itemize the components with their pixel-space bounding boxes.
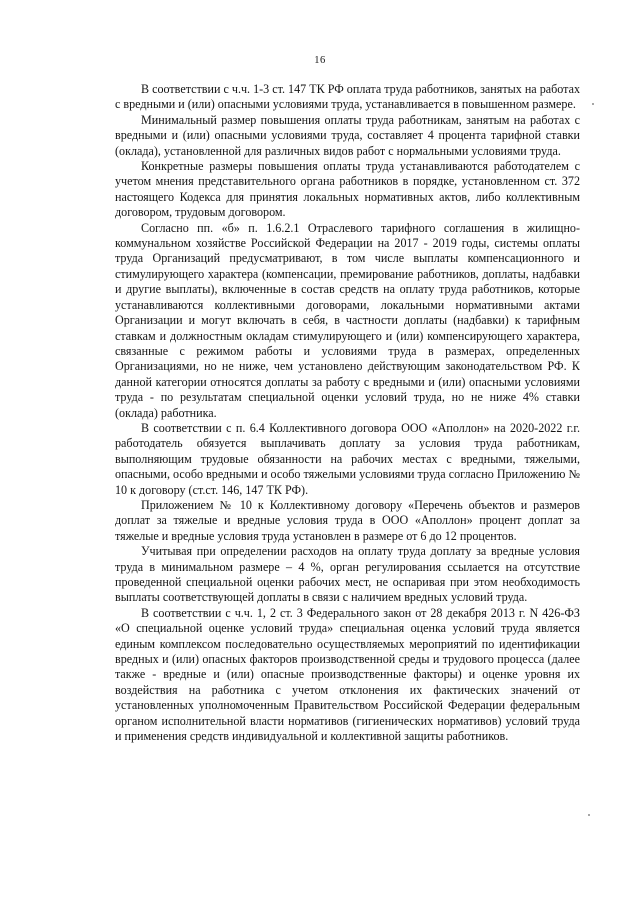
paragraph-5: В соответствии с п. 6.4 Коллективного договора ООО «Аполлон» на 2020-2022 г.г. работодатель обязуется выплачивать доплату за условия труда работникам, выполняющим трудовые обязанности на рабочих местах с вредными, тяжелыми, опасными, особо вредными и особо тяжелыми условиями труда согласно Приложению № 10 к договору (ст.ст. 146, 147 ТК РФ). xyxy=(115,420,580,497)
paragraph-3: Конкретные размеры повышения оплаты труда устанавливаются работодателем с учетом мнения представительного органа работников в порядке, установленном ст. 372 настоящего Кодекса для принятия локальных нормативных актов, либо коллективным договором, трудовым договором. xyxy=(115,159,580,220)
paragraph-8: В соответствии с ч.ч. 1, 2 ст. 3 Федерального закон от 28 декабря 2013 г. N 426-ФЗ «О специальной оценке условий труда» специальная оценка условий труда является единым комплексом последовательно осуществляемых мероприятий по идентификации вредных и (или) опасных факторов производственной среды и трудового процесса (далее также - вредные и (или) опасные производственные факторы) и оценке уровня их воздействия на работника с учетом отклонения их фактических значений от установленных уполномоченным Правительством Российской Федерации федеральным органом исполнительной власти нормативов (гигиенических нормативов) условий труда и применения средств индивидуальной и коллективной защиты работников. xyxy=(115,605,580,744)
page-number: 16 xyxy=(314,55,326,66)
paragraph-4: Согласно пп. «б» п. 1.6.2.1 Отраслевого тарифного соглашения в жилищно-коммунальном хозяйстве Российской Федерации на 2017 - 2019 годы, системы оплаты труда Организаций предусматривают, в том числе выплаты компенсационного и стимулирующего характера (компенсации, премирование работников, доплаты, надбавки и другие выплаты), включенные в состав средств на оплату труда работников, которые устанавливаются коллективными договорами, локальными нормативными актами Организации и могут включать в себя, в частности доплаты (надбавки) к тарифным ставкам и должностным окладам стимулирующего и (или) компенсирующего характера, связанные с режимом работы и условиями труда в размерах, определенных Организациями, но не ниже, чем установлено действующим законодательством РФ. К данной категории относятся доплаты за работу с вредными и (или) опасными условиями труда - по результатам специальной оценки условий труда, но не ниже 4% ставки (оклада) работника. xyxy=(115,220,580,420)
paragraph-7: Учитывая при определении расходов на оплату труда доплату за вредные условия труда в минимальном размере – 4 %, орган регулирования ссылается на отсутствие проведенной специальной оценки рабочих мест, не оспаривая при этом необходимость выплаты соответствующей доплаты в связи с наличием вредных условий труда. xyxy=(115,544,580,605)
scan-speck xyxy=(588,814,590,816)
paragraph-2: Минимальный размер повышения оплаты труда работникам, занятым на работах с вредными и (или) опасными условиями труда, составляет 4 процента тарифной ставки (оклада), установленной для различных видов работ с нормальными условиями труда. xyxy=(115,112,580,158)
scan-speck xyxy=(592,103,594,105)
paragraph-6: Приложением № 10 к Коллективному договору «Перечень объектов и размеров доплат за тяжелые и вредные условия труда в ООО «Аполлон» процент доплат за тяжелые и вредные условия труда установлен в размере от 6 до 12 процентов. xyxy=(115,497,580,543)
body-text xyxy=(115,82,580,744)
paragraph-1: В соответствии с ч.ч. 1-3 ст. 147 ТК РФ оплата труда работников, занятых на работах с вредными и (или) опасными условиями труда, устанавливается в повышенном размере. xyxy=(115,82,580,112)
